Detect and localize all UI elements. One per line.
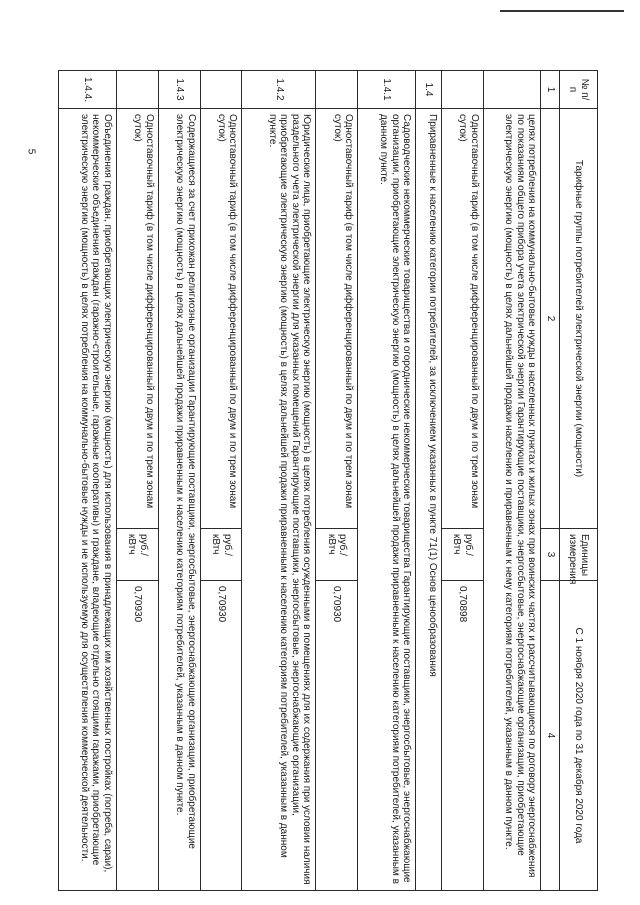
colnum-1: 1 — [541, 71, 560, 109]
tariff-value: 0,70930 — [200, 581, 242, 891]
tariff-row — [116, 71, 158, 891]
colnum-3: 3 — [541, 529, 560, 581]
colnum-4: 4 — [541, 581, 560, 891]
group-description: целях потребления на коммунально-бытовые нужды в населенных пунктах и жилых зонах при воинских частях и рассчитывающиеся по договору энергоснабжения по показаниям общего прибора учета электрической энергии Гарантирующие поставщики, энергосбытовые, энергоснабжающие организации, приобретающие электрическую энергию (мощность) в целях дальнейшей продажи населению и приравненным к нему категориям потребителей, указанным в данном пункте. — [483, 109, 541, 891]
tariff-value: 0,70930 — [316, 581, 358, 891]
rotated-table-container — [58, 70, 598, 890]
unit-cell: руб./кВтч — [316, 529, 358, 581]
table-row — [483, 71, 541, 891]
tariff-value: 0,70898 — [441, 581, 483, 891]
row-number: 1.4.4. — [59, 71, 117, 109]
tariff-label: Одноставочный тариф (в том числе дифференцированный по двум и по трем зонам суток) — [441, 109, 483, 529]
header-num: № п/п — [560, 71, 598, 109]
tariff-row — [200, 71, 242, 891]
tariff-value: 0,70930 — [116, 581, 158, 891]
tariff-table — [58, 70, 598, 891]
group-description: Приравненные к населению категории потребителей, за исключением указанных в пункте 71(1) Основ ценообразования — [416, 109, 442, 891]
table-row — [59, 71, 117, 891]
page-number: 5 — [25, 148, 37, 155]
tariff-row — [441, 71, 483, 891]
top-right-rule — [500, 10, 624, 12]
row-number: 1.4.1 — [358, 71, 416, 109]
unit-cell: руб./кВтч — [116, 529, 158, 581]
unit-cell: руб./кВтч — [441, 529, 483, 581]
row-number — [483, 71, 541, 109]
colnum-2: 2 — [541, 109, 560, 529]
group-description: Содержащиеся за счет прихожан религиозные организации Гарантирующие поставщики, энергосбытовые, энергоснабжающие организации, приобретающие электрическую энергию (мощность) в целях дальнейшей продажи приравненным к населению категориям потребителей, указанным в данном пункте. — [158, 109, 200, 891]
row-number — [116, 71, 158, 109]
table-row — [242, 71, 316, 891]
header-unit: Единицы измерения — [560, 529, 598, 581]
header-value: С 1 ноября 2020 года по 31 декабря 2020 года — [560, 581, 598, 891]
row-number — [316, 71, 358, 109]
tariff-label: Одноставочный тариф (в том числе дифференцированный по двум и по трем зонам суток) — [316, 109, 358, 529]
column-number-row — [541, 71, 560, 891]
header-row — [560, 71, 598, 891]
row-number — [441, 71, 483, 109]
table-row — [358, 71, 416, 891]
header-group: Тарифные группы потребителей электрической энергии (мощности) — [560, 109, 598, 529]
tariff-label: Одноставочный тариф (в том числе дифференцированный по двум и по трем зонам суток) — [116, 109, 158, 529]
row-number — [200, 71, 242, 109]
row-number: 1.4.2 — [242, 71, 316, 109]
unit-cell: руб./кВтч — [200, 529, 242, 581]
table-row — [158, 71, 200, 891]
row-number: 1.4 — [416, 71, 442, 109]
row-number: 1.4.3 — [158, 71, 200, 109]
section-row — [416, 71, 442, 891]
tariff-row — [316, 71, 358, 891]
group-description: Объединения граждан, приобретающих электрическую энергию (мощность) для использования в принадлежащих им хозяйственных постройках (погреба, сараи), некоммерческие объединения граждан (гаражно-строительные, гаражные кооперативы) и граждане, владеющие отдельно стоящими гаражами, приобретающие электрическую энергию (мощность) в целях потребления на коммунально-бытовые нужды и не используемую для осуществления коммерческой деятельности. — [59, 109, 117, 891]
group-description: Садоводческие некоммерческие товарищества и огороднические некоммерческие товарищества Гарантирующие поставщики, энергосбытовые, энергоснабжающие организации, приобретающие электрическую энергию (мощность) в целях дальнейшей продажи приравненным к населению категориям потребителей, указанным в данном пункте. — [358, 109, 416, 891]
group-description: Юридические лица, приобретающие электрическую энергию (мощность) в целях потребления осужденными в помещениях для их содержания при условии наличия раздельного учета электрической энергии для указанных помещений Гарантирующие поставщики, энергосбытовые, энергоснабжающие организации, приобретающие электрическую энергию (мощность) в целях дальнейшей продажи приравненным к населению категориям потребителей, указанным в данном пункте. — [242, 109, 316, 891]
tariff-label: Одноставочный тариф (в том числе дифференцированный по двум и по трем зонам суток) — [200, 109, 242, 529]
